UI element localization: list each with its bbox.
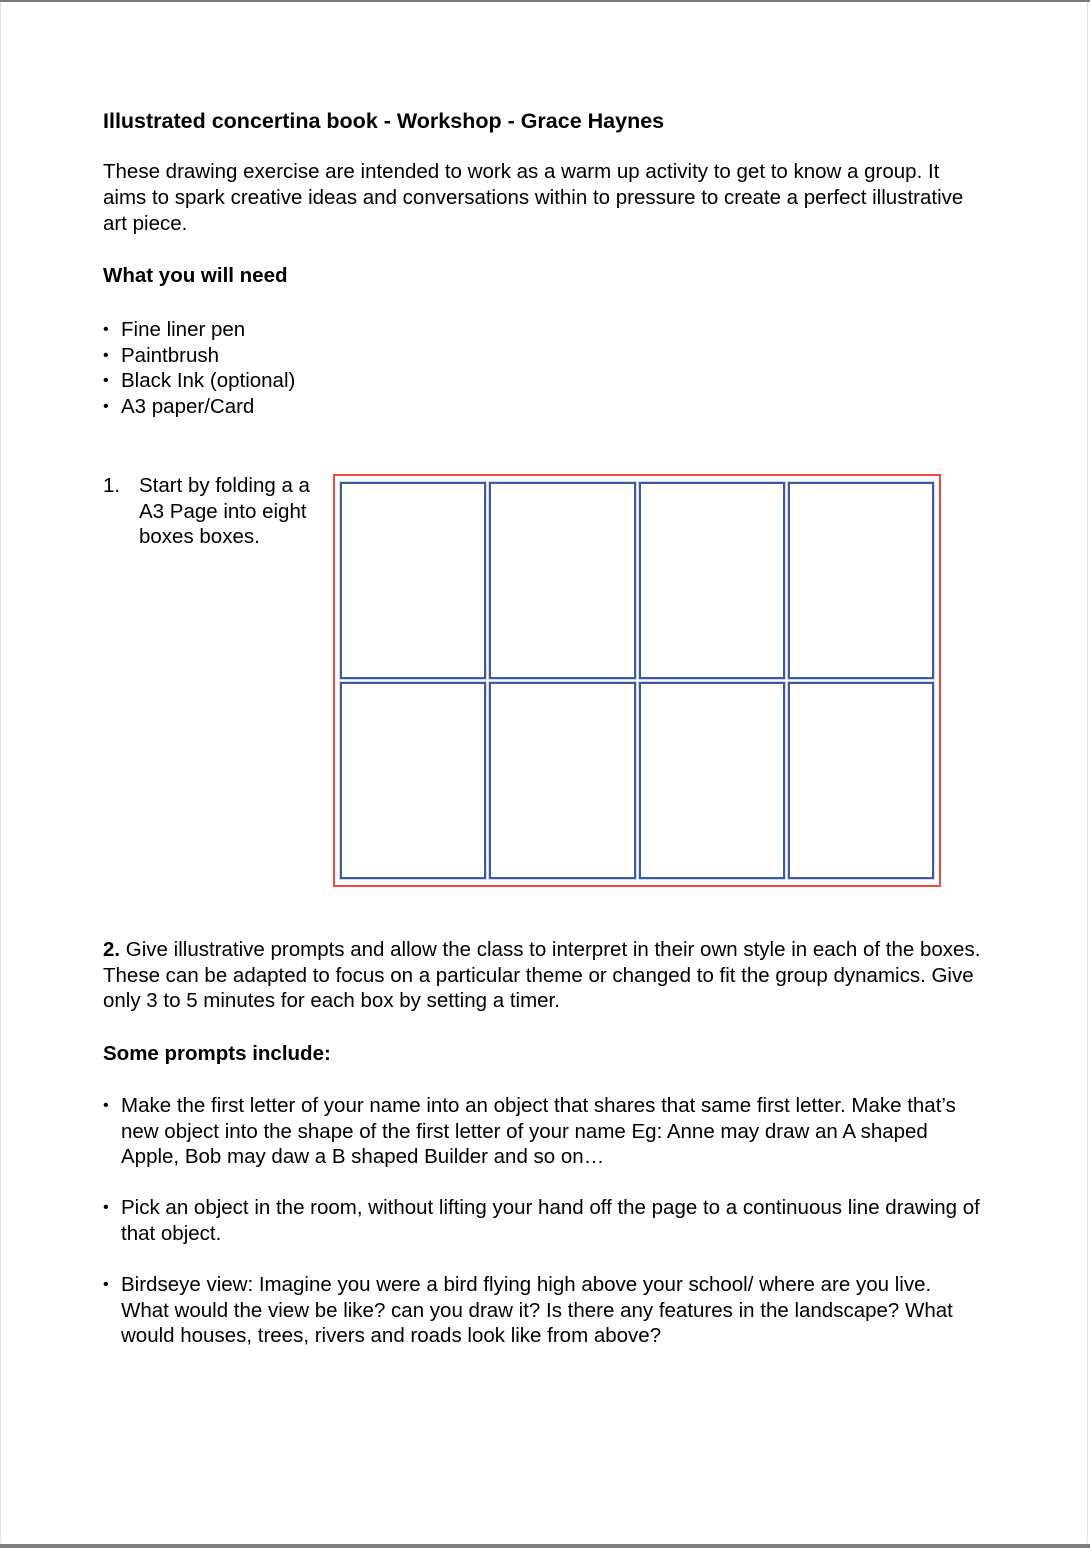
bullet-icon: • <box>103 1199 109 1216</box>
fold-diagram <box>333 474 941 887</box>
fold-box <box>788 482 934 679</box>
intro-paragraph: These drawing exercise are intended to work as a warm up activity to get to know a group. It aims to spark creative ideas and conversations within to pressure to create a perfect illustrative art piece. <box>103 160 964 235</box>
fold-box <box>489 682 635 879</box>
fold-box <box>639 682 785 879</box>
needs-item-text: Fine liner pen <box>121 318 246 341</box>
needs-item-text: A3 paper/Card <box>121 395 255 419</box>
needs-heading: What you will need <box>103 264 288 287</box>
step-2 <box>103 937 993 1014</box>
fold-box <box>788 682 934 879</box>
prompt-item <box>103 1093 983 1170</box>
bullet-icon: • <box>103 1276 109 1293</box>
document-title: Illustrated concertina book - Workshop - Grace Haynes <box>103 109 665 133</box>
needs-list-item <box>103 343 295 369</box>
needs-item-text: Paintbrush <box>121 343 220 367</box>
needs-item-text: Black Ink (optional) <box>121 369 296 393</box>
prompt-text: Birdseye view: Imagine you were a bird flying high above your school/ where are you live. What would the view be like? can you draw it? Is there any features in the landscape? What would houses, trees, rivers and roads look like from above? <box>121 1273 953 1348</box>
bullet-icon: • <box>103 321 109 338</box>
page-bottom-edge <box>0 1544 1090 1548</box>
step-2-text: Give illustrative prompts and allow the class to interpret in their own style in each of the boxes. These can be adapted to focus on a particular theme or changed to fit the group dynamics. Give only 3 to 5 minutes for each box by setting a timer. <box>103 938 981 1013</box>
fold-box <box>489 482 635 679</box>
fold-box <box>340 682 486 879</box>
prompt-text: Make the first letter of your name into an object that shares that same first letter. Make that’s new object into the shape of the first letter of your name Eg: Anne may draw an A shaped Apple, Bob may daw a B shaped Builder and so on… <box>121 1094 956 1169</box>
bullet-icon: • <box>103 346 109 364</box>
step-2-number: 2. <box>103 938 121 961</box>
fold-box <box>639 482 785 679</box>
needs-list <box>103 317 295 420</box>
bullet-icon: • <box>103 398 109 416</box>
prompt-item <box>103 1272 983 1349</box>
bullet-icon: • <box>103 372 109 390</box>
step-1-text: Start by folding a a A3 Page into eight boxes boxes. <box>139 474 310 549</box>
bullet-icon: • <box>103 1097 109 1114</box>
needs-list-item <box>103 317 295 343</box>
prompt-text: Pick an object in the room, without lifting your hand off the page to a continuous line drawing of that object. <box>121 1196 980 1245</box>
prompt-item <box>103 1195 983 1246</box>
prompts-heading: Some prompts include: <box>103 1042 331 1065</box>
step-1-number: 1. <box>103 474 121 497</box>
needs-list-item <box>103 394 295 420</box>
fold-box <box>340 482 486 679</box>
needs-list-item <box>103 368 295 394</box>
